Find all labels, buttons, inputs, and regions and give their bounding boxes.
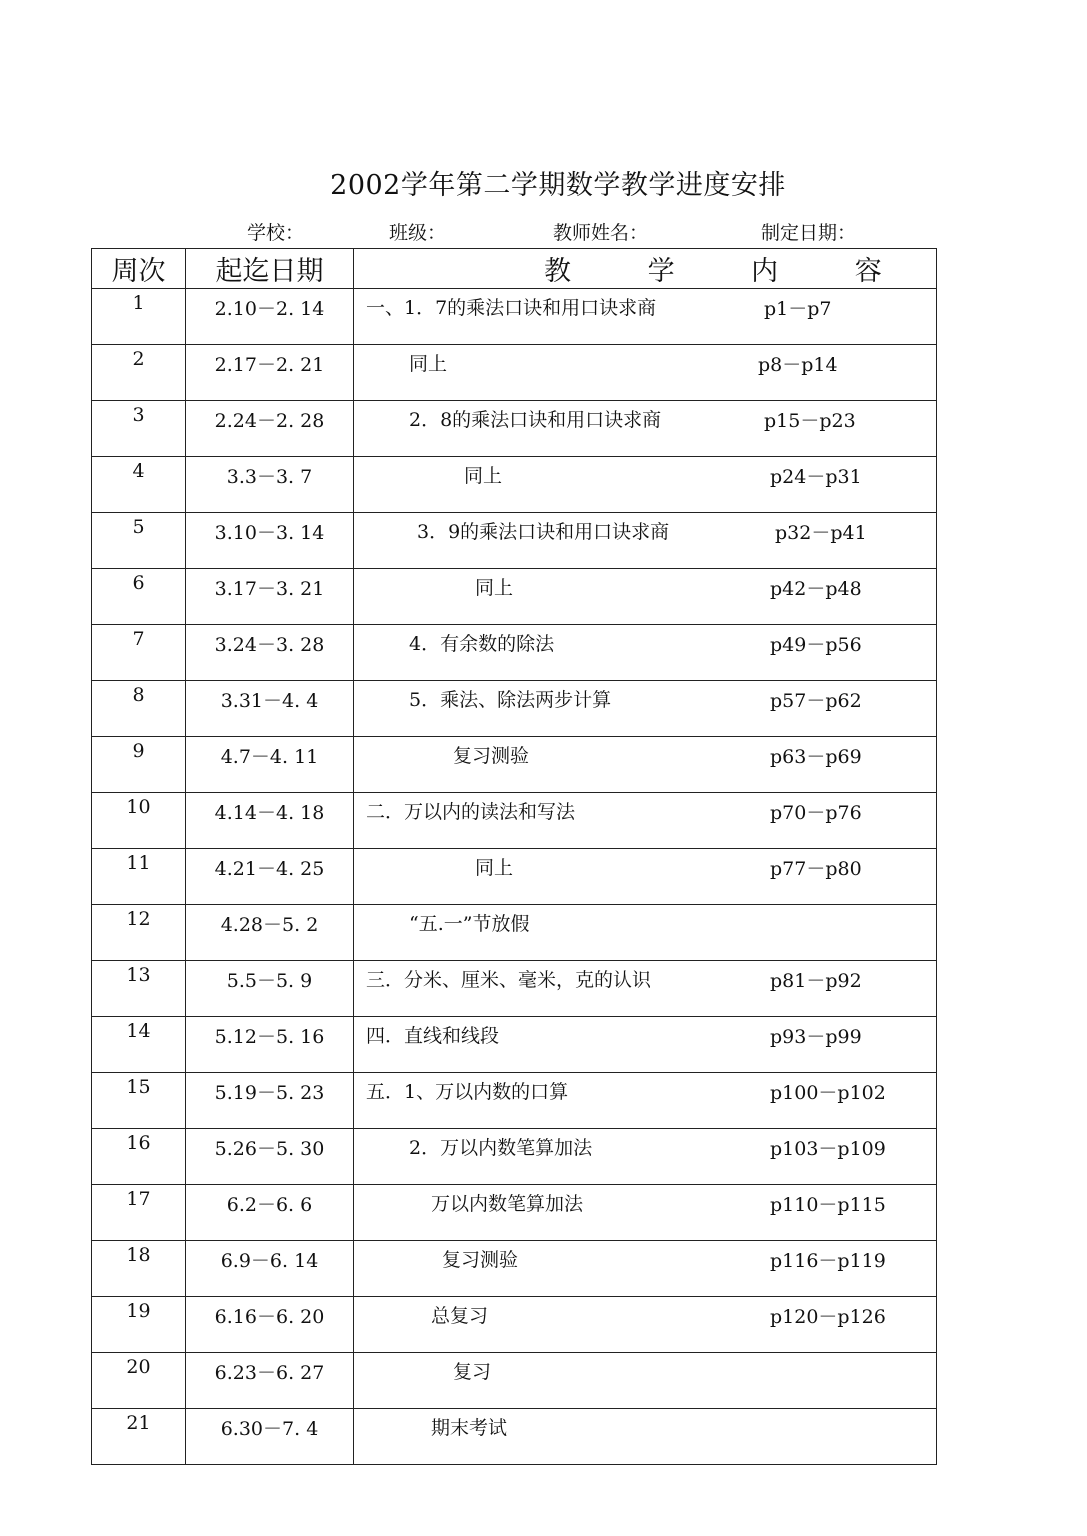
lesson-content: 万以内数笔算加法 [431,1193,584,1215]
lesson-content: 3．9的乘法口诀和用口诀求商 [417,521,670,543]
week-number: 4 [92,457,186,513]
page-range: p49－p56 [770,634,862,656]
page-range: p120－p126 [770,1306,886,1328]
lesson-content: 四．直线和线段 [366,1025,500,1047]
table-row [92,1073,937,1129]
header-content [354,249,937,289]
lesson-content: 三．分米、厘米、毫米，克的认识 [366,969,652,991]
header-week: 周次 [92,249,186,289]
content-cell [354,625,937,681]
content-cell [354,849,937,905]
lesson-content: 2．8的乘法口诀和用口诀求商 [409,409,662,431]
lesson-content: 复习测验 [453,745,530,767]
week-number: 17 [92,1185,186,1241]
date-range: 6.2－6. 6 [186,1185,354,1241]
table-row [92,1353,937,1409]
lesson-content: 同上 [464,465,503,487]
week-number: 10 [92,793,186,849]
date-range: 5.12－5. 16 [186,1017,354,1073]
school-label: 学校： [247,222,305,244]
content-cell [354,1017,937,1073]
content-cell [354,1353,937,1409]
table-row [92,849,937,905]
content-cell [354,681,937,737]
table-row [92,1241,937,1297]
week-number: 7 [92,625,186,681]
header-content-label: 教 学 内 容 [544,256,916,287]
week-number: 8 [92,681,186,737]
page-range: p81－p92 [770,970,862,992]
date-range: 5.5－5. 9 [186,961,354,1017]
week-number: 11 [92,849,186,905]
week-number: 13 [92,961,186,1017]
table-row [92,737,937,793]
page-range: p70－p76 [770,802,862,824]
date-range: 6.16－6. 20 [186,1297,354,1353]
page-title: 2002学年第二学期数学教学进度安排 [330,170,786,201]
content-cell [354,905,937,961]
week-number: 14 [92,1017,186,1073]
date-range: 3.31－4. 4 [186,681,354,737]
lesson-content: 一、1．7的乘法口诀和用口诀求商 [366,297,657,319]
page-range: p116－p119 [770,1250,886,1272]
page-range: p100－p102 [770,1082,886,1104]
week-number: 12 [92,905,186,961]
lesson-content: 期末考试 [431,1417,508,1439]
date-range: 5.26－5. 30 [186,1129,354,1185]
week-number: 20 [92,1353,186,1409]
content-cell [354,1297,937,1353]
week-number: 3 [92,401,186,457]
lesson-content: 二．万以内的读法和写法 [366,801,576,823]
content-cell [354,513,937,569]
date-range: 4.28－5. 2 [186,905,354,961]
content-cell [354,737,937,793]
lesson-content: 复习测验 [442,1249,519,1271]
content-cell [354,569,937,625]
week-number: 5 [92,513,186,569]
week-number: 18 [92,1241,186,1297]
content-cell [354,401,937,457]
page-range: p15－p23 [764,410,856,432]
week-number: 2 [92,345,186,401]
date-range: 3.24－3. 28 [186,625,354,681]
week-number: 21 [92,1409,186,1465]
content-cell [354,1409,937,1465]
page-range: p57－p62 [770,690,862,712]
date-range: 4.7－4. 11 [186,737,354,793]
schedule-table [91,248,937,1465]
lesson-content: 4．有余数的除法 [409,633,555,655]
content-cell [354,457,937,513]
table-row [92,401,937,457]
page-range: p77－p80 [770,858,862,880]
date-range: 6.30－7. 4 [186,1409,354,1465]
content-cell [354,961,937,1017]
lesson-content: 同上 [475,577,514,599]
table-row [92,1129,937,1185]
date-range: 4.14－4. 18 [186,793,354,849]
date-range: 3.3－3. 7 [186,457,354,513]
page-range: p103－p109 [770,1138,886,1160]
table-row [92,793,937,849]
week-number: 19 [92,1297,186,1353]
lesson-content: 同上 [409,353,448,375]
date-range: 4.21－4. 25 [186,849,354,905]
date-range: 6.9－6. 14 [186,1241,354,1297]
date-range: 3.10－3. 14 [186,513,354,569]
header-date-range: 起迄日期 [186,249,354,289]
table-row [92,345,937,401]
date-range: 5.19－5. 23 [186,1073,354,1129]
class-label: 班级： [389,222,447,244]
lesson-content: 5．乘法、除法两步计算 [409,689,612,711]
page-range: p8－p14 [758,354,838,376]
week-number: 6 [92,569,186,625]
page-range: p1－p7 [764,298,832,320]
page-range: p93－p99 [770,1026,862,1048]
table-row [92,289,937,345]
date-range: 3.17－3. 21 [186,569,354,625]
table-row [92,625,937,681]
content-cell [354,1129,937,1185]
content-cell [354,345,937,401]
lesson-content: “五.一”节放假 [409,913,530,935]
week-number: 15 [92,1073,186,1129]
lesson-content: 总复习 [431,1305,489,1327]
lesson-content: 复习 [453,1361,492,1383]
content-cell [354,1185,937,1241]
date-range: 6.23－6. 27 [186,1353,354,1409]
table-row [92,905,937,961]
table-row [92,1185,937,1241]
lesson-content: 五．1、万以内数的口算 [366,1081,569,1103]
teacher-label: 教师姓名： [553,222,649,244]
page-range: p110－p115 [770,1194,886,1216]
date-range: 2.24－2. 28 [186,401,354,457]
content-cell [354,1241,937,1297]
page-range: p42－p48 [770,578,862,600]
date-range: 2.17－2. 21 [186,345,354,401]
week-number: 16 [92,1129,186,1185]
table-row [92,681,937,737]
table-header-row [92,249,937,289]
page-range: p24－p31 [770,466,862,488]
week-number: 9 [92,737,186,793]
content-cell [354,1073,937,1129]
lesson-content: 同上 [475,857,514,879]
date-range: 2.10－2. 14 [186,289,354,345]
table-row [92,1017,937,1073]
page-range: p63－p69 [770,746,862,768]
table-row [92,569,937,625]
content-cell [354,289,937,345]
table-row [92,1409,937,1465]
week-number: 1 [92,289,186,345]
date-label: 制定日期： [761,222,857,244]
lesson-content: 2．万以内数笔算加法 [409,1137,593,1159]
table-row [92,961,937,1017]
table-row [92,513,937,569]
page-range: p32－p41 [775,522,867,544]
table-row [92,457,937,513]
content-cell [354,793,937,849]
table-row [92,1297,937,1353]
